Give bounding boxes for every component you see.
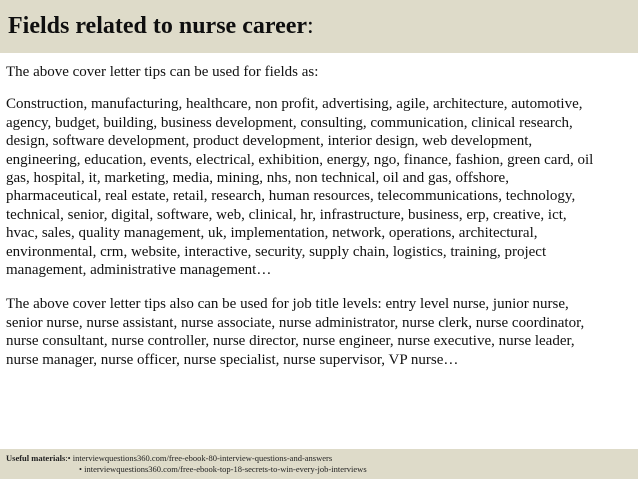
fields-line: design, software development, product development, interior design, web development, (6, 133, 533, 150)
fields-line: gas, hospital, it, marketing, media, mining, nhs, non technical, oil and gas, offshore, (6, 170, 509, 187)
fields-line: environmental, crm, website, interactive, security, supply chain, logistics, training, project (6, 243, 547, 260)
job-titles-line: The above cover letter tips also can be used for job title levels: entry level nurse, junior nurse, (6, 296, 569, 313)
useful-materials-label: Useful materials (6, 453, 66, 463)
fields-line: technical, senior, digital, software, web, clinical, hr, infrastructure, business, erp, creative, ict, (6, 206, 567, 223)
job-titles-line: nurse consultant, nurse controller, nurse director, nurse engineer, nurse executive, nurse leader, (6, 333, 575, 350)
footer-row (6, 464, 367, 475)
useful-materials-separator: : (65, 453, 68, 463)
footer-row (6, 453, 367, 464)
fields-line: agency, budget, building, business development, consulting, communication, clinical research, (6, 114, 573, 131)
page-title-text: Fields related to nurse career (8, 13, 308, 39)
page-title (8, 12, 314, 40)
footer-indent (6, 464, 79, 475)
fields-paragraph (6, 95, 634, 279)
content-area (6, 63, 634, 385)
page-title-colon: : (307, 13, 314, 39)
fields-line: hvac, sales, quality management, uk, implementation, network, operations, architectural, (6, 225, 538, 242)
useful-materials (6, 453, 367, 475)
intro-text: The above cover letter tips can be used for fields as: (6, 64, 319, 80)
fields-line: engineering, education, events, electrical, exhibition, energy, ngo, finance, fashion, green card, oil (6, 151, 594, 168)
job-titles-line: nurse manager, nurse officer, nurse specialist, nurse supervisor, VP nurse… (6, 351, 459, 368)
job-titles-line: senior nurse, nurse assistant, nurse associate, nurse administrator, nurse clerk, nurse coordinator, (6, 314, 585, 331)
useful-materials-link[interactable]: • interviewquestions360.com/free-ebook-80-interview-questions-and-answers (67, 453, 333, 463)
fields-line: management, administrative management… (6, 262, 272, 279)
fields-line: Construction, manufacturing, healthcare, non profit, advertising, agile, architecture, automotive, (6, 96, 583, 113)
fields-line: pharmaceutical, real estate, retail, research, human resources, telecommunications, technology, (6, 188, 576, 205)
job-titles-paragraph (6, 295, 634, 369)
useful-materials-link[interactable]: • interviewquestions360.com/free-ebook-top-18-secrets-to-win-every-job-interviews (79, 464, 367, 474)
